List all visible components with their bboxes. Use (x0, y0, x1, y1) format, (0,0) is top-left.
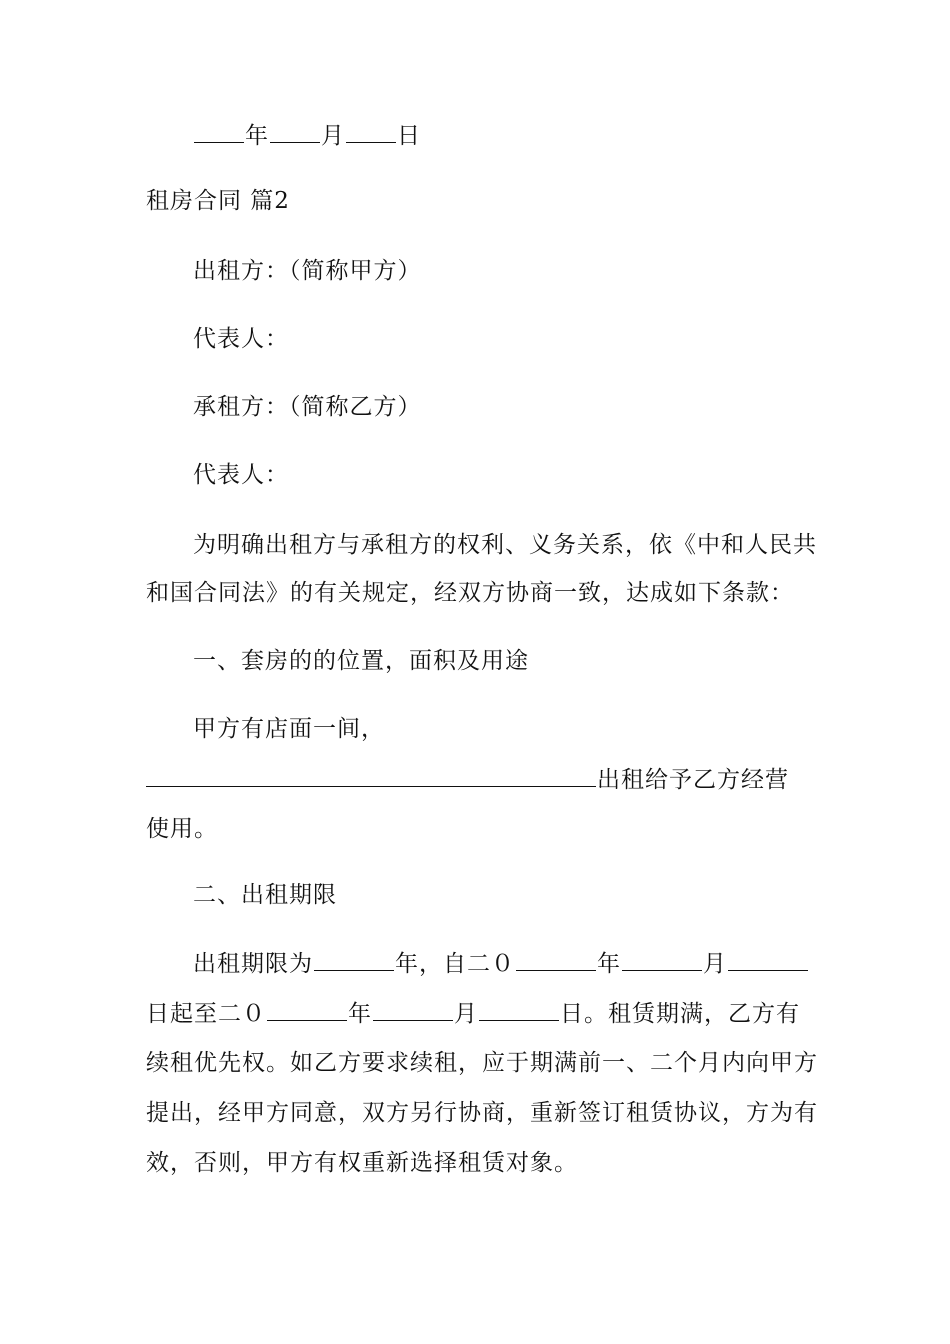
section1-para2 (146, 764, 789, 795)
end-day-text: 日。租赁期满，乙方有 (560, 1001, 800, 1027)
end-month-blank (373, 998, 453, 1021)
lessee-line: 承租方：（简称乙方） (193, 394, 422, 420)
section2-line-2 (146, 998, 800, 1029)
year-label: 年 (245, 123, 269, 149)
end-day-blank (479, 998, 559, 1021)
start-year-prefix: 年，自二０ (395, 951, 515, 977)
year-blank (194, 120, 244, 143)
end-year-label: 年 (348, 1001, 372, 1027)
day-blank (346, 120, 396, 143)
section1-para1: 甲方有店面一间， (193, 716, 385, 742)
end-date-prefix: 日起至二０ (146, 1001, 266, 1027)
section2-line-1 (193, 948, 809, 979)
section2-line-4: 提出，经甲方同意，双方另行协商，重新签订租赁协议，方为有 (146, 1100, 818, 1126)
lessor-line: 出租方：（简称甲方） (193, 258, 422, 284)
month-blank (270, 120, 320, 143)
start-day-blank (728, 948, 808, 971)
lessor-representative-line: 代表人： (193, 326, 289, 352)
section2-line-3: 续租优先权。如乙方要求续租，应于期满前一、二个月内向甲方 (146, 1050, 818, 1076)
intro-line-2: 和国合同法》的有关规定，经双方协商一致，达成如下条款： (146, 580, 794, 606)
lessee-representative-line: 代表人： (193, 462, 289, 488)
location-blank (146, 764, 596, 787)
date-line (193, 120, 421, 151)
start-month-label: 月 (703, 951, 727, 977)
end-month-label: 月 (454, 1001, 478, 1027)
section1-para3: 使用。 (146, 816, 218, 842)
section2-line-5: 效，否则，甲方有权重新选择租赁对象。 (146, 1150, 578, 1176)
start-month-blank (622, 948, 702, 971)
section1-title: 一、套房的的位置，面积及用途 (193, 648, 529, 674)
end-year-blank (267, 998, 347, 1021)
intro-line-1: 为明确出租方与承租方的权利、义务关系，依《中和人民共 (193, 532, 817, 558)
start-year-label: 年 (597, 951, 621, 977)
term-years-blank (314, 948, 394, 971)
contract-heading: 租房合同 篇2 (146, 188, 290, 214)
month-label: 月 (321, 123, 345, 149)
day-label: 日 (397, 123, 421, 149)
term-label: 出租期限为 (193, 951, 313, 977)
section2-title: 二、出租期限 (193, 882, 337, 908)
section1-para2-text: 出租给予乙方经营 (597, 767, 789, 793)
start-year-blank (516, 948, 596, 971)
